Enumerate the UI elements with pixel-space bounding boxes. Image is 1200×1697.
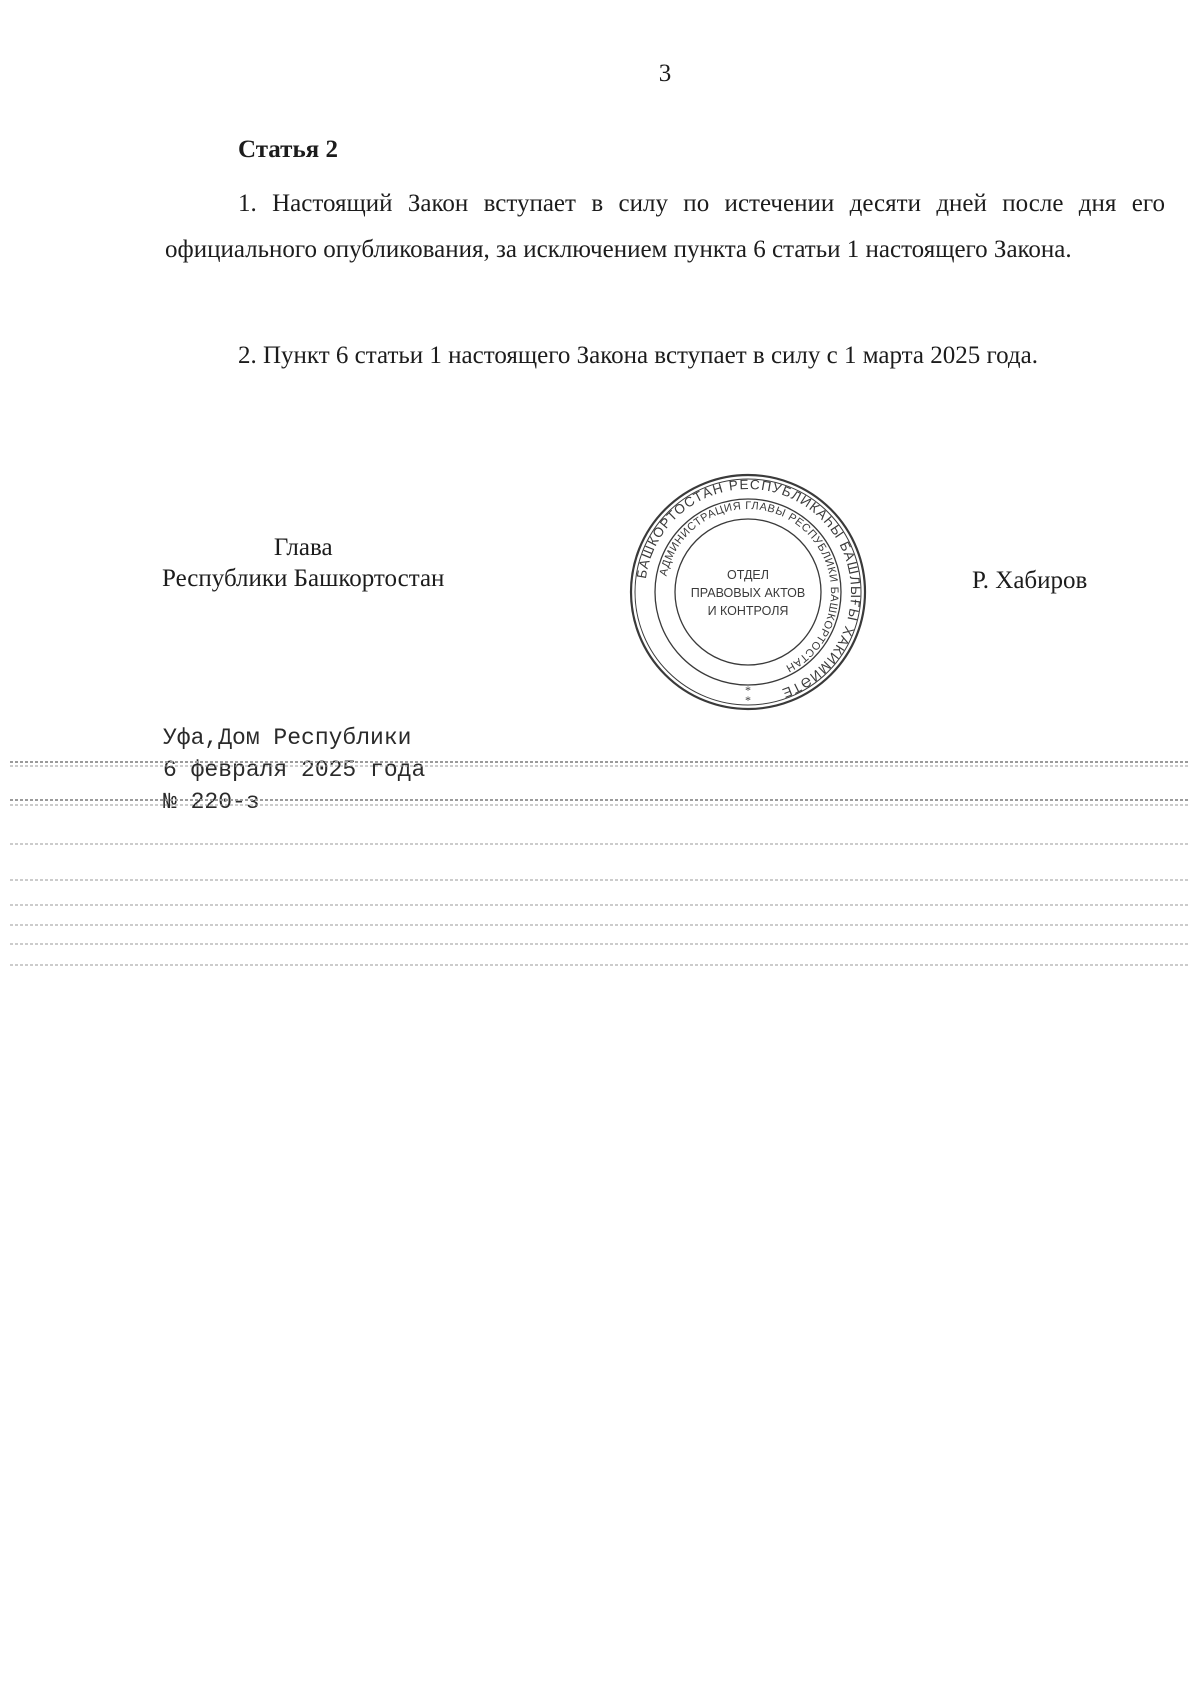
- article-paragraph-2: 2. Пункт 6 статьи 1 настоящего Закона вступает в силу с 1 марта 2025 года.: [238, 342, 1038, 369]
- article-paragraph-1: 1. Настоящий Закон вступает в силу по истечении десяти дней после дня его официального опубликования, за исключением пункта 6 статьи 1 настоящего Закона.: [165, 190, 1165, 263]
- article-title: Статья 2: [238, 136, 338, 163]
- page-number: 3: [658, 60, 672, 87]
- seal-star-icon: *: [745, 683, 751, 697]
- footer-number: № 220-з: [163, 789, 260, 815]
- seal-center-line-2: ПРАВОВЫХ АКТОВ: [690, 586, 806, 600]
- signature-name: Р. Хабиров: [972, 567, 1088, 594]
- seal-center-line-3: И КОНТРОЛЯ: [707, 604, 789, 618]
- footer-place: Уфа,Дом Республики: [163, 725, 412, 751]
- seal-inner-text-span: АДМИНИСТРАЦИЯ ГЛАВЫ РЕСПУБЛИКИ БАШКОРТОСТАН: [657, 499, 841, 675]
- seal-star-icon-2: *: [745, 693, 751, 707]
- signature-position-line-1: Глава: [273, 534, 333, 561]
- seal-center-line-1: ОТДЕЛ: [727, 568, 769, 582]
- official-seal: [628, 472, 868, 712]
- footer-date: 6 февраля 2025 года: [163, 757, 426, 783]
- scan-artifact-lines: [10, 760, 1190, 980]
- signature-position-line-2: Республики Башкортостан: [162, 565, 445, 592]
- seal-outer-text-span: БАШКОРТОСТАН РЕСПУБЛИКАҺЫ БАШЛЫҒЫ ХАКИМИӘТЕ: [633, 476, 864, 702]
- signature-position: [162, 532, 444, 594]
